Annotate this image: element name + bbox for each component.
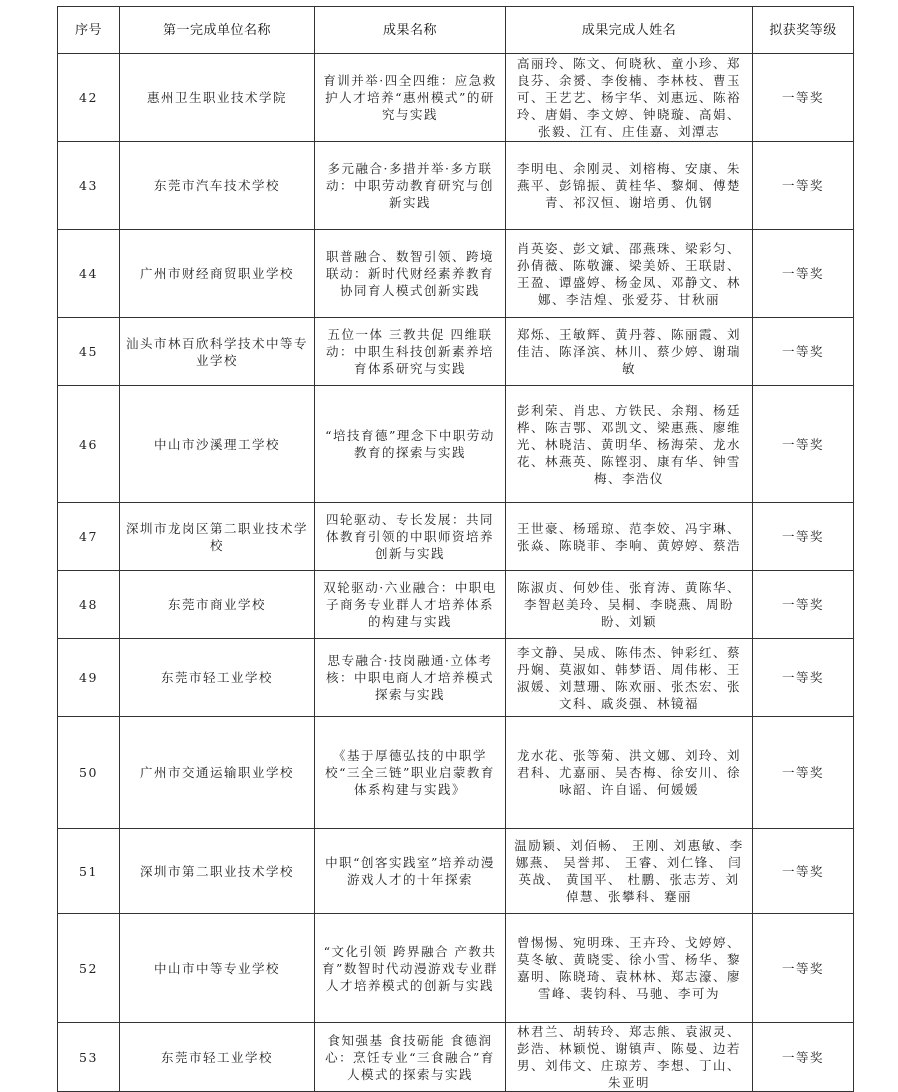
table-row: [58, 717, 854, 829]
cell-no: 48: [58, 571, 120, 639]
cell-no: 53: [58, 1023, 120, 1092]
cell-no: 49: [58, 639, 120, 717]
cell-level: 一等奖: [753, 717, 854, 829]
cell-members: 温励颖、刘佰畅、 王刚、刘惠敏、李娜燕、 吴誉邦、 王睿、刘仁锋、 闫英战、 黄国平、 杜鹏、张志芳、刘倬慧、张攀科、蹇丽: [506, 829, 753, 914]
cell-members: 高丽玲、陈文、何晓秋、童小珍、郑良芬、余赟、李俊楠、李林枝、曹玉可、王艺艺、杨宇华、刘惠远、陈裕玲、唐娟、李文婷、钟晓璇、高娟、张毅、江有、庄佳嘉、刘潭志: [506, 54, 753, 142]
table-row: [58, 829, 854, 914]
cell-no: 52: [58, 914, 120, 1023]
cell-title: 职普融合、数智引领、跨境联动：新时代财经素养教育协同育人模式创新实践: [315, 230, 506, 318]
cell-unit: 东莞市商业学校: [120, 571, 315, 639]
cell-title: 思专融合·技岗融通·立体考核：中职电商人才培养模式探索与实践: [315, 639, 506, 717]
header-no: 序号: [58, 7, 120, 54]
cell-title: “文化引领 跨界融合 产教共育”数智时代动漫游戏专业群人才培养模式的创新与实践: [315, 914, 506, 1023]
cell-no: 43: [58, 142, 120, 230]
cell-unit: 中山市沙溪理工学校: [120, 386, 315, 503]
cell-level: 一等奖: [753, 571, 854, 639]
cell-members: 肖英姿、彭文斌、邵燕珠、梁彩匀、孙倩薇、陈敬濂、梁美娇、王联尉、王盈、谭盛婷、杨金凤、邓静文、林娜、李洁煌、张爱芬、甘秋丽: [506, 230, 753, 318]
cell-unit: 汕头市林百欣科学技术中等专业学校: [120, 318, 315, 386]
cell-members: 彭利荣、肖忠、方铁民、余翔、杨廷桦、陈吉鄂、邓凯文、梁惠燕、廖维光、林晓洁、黄明华、杨海荣、龙水花、林燕英、陈铿羽、康有华、钟雪梅、李浩仪: [506, 386, 753, 503]
cell-unit: 广州市财经商贸职业学校: [120, 230, 315, 318]
cell-title: 食知强基 食技砺能 食德润心：烹饪专业“三食融合”育人模式的探索与实践: [315, 1023, 506, 1092]
cell-no: 47: [58, 503, 120, 571]
cell-members: 陈淑贞、何妙佳、张育涛、黄陈华、李智赵美玲、吴桐、李晓燕、周盼盼、刘颖: [506, 571, 753, 639]
cell-title: 中职“创客实践室”培养动漫游戏人才的十年探索: [315, 829, 506, 914]
cell-members: 林君兰、胡转玲、郑志熊、袁淑灵、彭浩、林颖悦、谢镇声、陈曼、边若男、刘伟文、庄琼芳、李想、丁山、朱亚明: [506, 1023, 753, 1092]
cell-no: 51: [58, 829, 120, 914]
table-row: [58, 142, 854, 230]
cell-title: 《基于厚德弘技的中职学校“三全三链”职业启蒙教育体系构建与实践》: [315, 717, 506, 829]
table-row: [58, 1023, 854, 1092]
cell-level: 一等奖: [753, 386, 854, 503]
cell-members: 王世豪、杨瑶琼、范李姣、冯宇琳、张焱、陈晓菲、李响、黄婷婷、蔡浩: [506, 503, 753, 571]
table-row: [58, 386, 854, 503]
cell-title: “培技育德”理念下中职劳动教育的探索与实践: [315, 386, 506, 503]
cell-unit: 东莞市汽车技术学校: [120, 142, 315, 230]
cell-title: 四轮驱动、专长发展：共同体教育引领的中职师资培养创新与实践: [315, 503, 506, 571]
cell-members: 李明电、余刚灵、刘榕梅、安康、朱燕平、彭锦振、黄桂华、黎炯、傅楚青、祁汉恒、谢培勇、仇钢: [506, 142, 753, 230]
table-row: [58, 54, 854, 142]
table-row: [58, 318, 854, 386]
cell-unit: 深圳市龙岗区第二职业技术学校: [120, 503, 315, 571]
cell-members: 李文静、吴成、陈伟杰、钟彩红、蔡丹娴、莫淑如、韩梦语、周伟彬、王淑媛、刘慧珊、陈欢丽、张杰宏、张文科、戚炎强、林镜福: [506, 639, 753, 717]
cell-level: 一等奖: [753, 142, 854, 230]
cell-title: 多元融合·多措并举·多方联动：中职劳动教育研究与创新实践: [315, 142, 506, 230]
cell-members: 曾惕惕、宛明珠、王卉玲、戈婷婷、莫冬敏、黄晓雯、徐小雪、杨华、黎嘉明、陈晓琦、袁林林、郑志濠、廖雪峰、裴钧科、马驰、李可为: [506, 914, 753, 1023]
header-title: 成果名称: [315, 7, 506, 54]
cell-unit: 中山市中等专业学校: [120, 914, 315, 1023]
table-row: [58, 503, 854, 571]
cell-unit: 深圳市第二职业技术学校: [120, 829, 315, 914]
cell-unit: 惠州卫生职业技术学院: [120, 54, 315, 142]
table-row: [58, 230, 854, 318]
cell-title: 双轮驱动·六业融合：中职电子商务专业群人才培养体系的构建与实践: [315, 571, 506, 639]
cell-members: 龙水花、张等菊、洪文娜、刘玲、刘君科、尤嘉丽、吴杏梅、徐安川、徐咏韶、许自谣、何媛媛: [506, 717, 753, 829]
cell-no: 42: [58, 54, 120, 142]
cell-level: 一等奖: [753, 54, 854, 142]
cell-level: 一等奖: [753, 503, 854, 571]
cell-unit: 东莞市轻工业学校: [120, 639, 315, 717]
cell-title: 育训并举·四全四维：应急救护人才培养“惠州模式”的研究与实践: [315, 54, 506, 142]
award-list-table: [57, 6, 854, 1092]
cell-level: 一等奖: [753, 829, 854, 914]
cell-no: 44: [58, 230, 120, 318]
cell-level: 一等奖: [753, 318, 854, 386]
cell-level: 一等奖: [753, 914, 854, 1023]
header-level: 拟获奖等级: [753, 7, 854, 54]
cell-level: 一等奖: [753, 1023, 854, 1092]
cell-title: 五位一体 三教共促 四维联动：中职生科技创新素养培育体系研究与实践: [315, 318, 506, 386]
cell-level: 一等奖: [753, 639, 854, 717]
table-row: [58, 571, 854, 639]
cell-unit: 广州市交通运输职业学校: [120, 717, 315, 829]
header-members: 成果完成人姓名: [506, 7, 753, 54]
cell-unit: 东莞市轻工业学校: [120, 1023, 315, 1092]
cell-level: 一等奖: [753, 230, 854, 318]
header-unit: 第一完成单位名称: [120, 7, 315, 54]
cell-no: 50: [58, 717, 120, 829]
cell-no: 45: [58, 318, 120, 386]
table-header-row: [58, 7, 854, 54]
cell-no: 46: [58, 386, 120, 503]
cell-members: 郑烁、王敏辉、黄丹蓉、陈丽霞、刘佳洁、陈泽滨、林川、蔡少婷、谢瑞敏: [506, 318, 753, 386]
table-row: [58, 639, 854, 717]
table-row: [58, 914, 854, 1023]
